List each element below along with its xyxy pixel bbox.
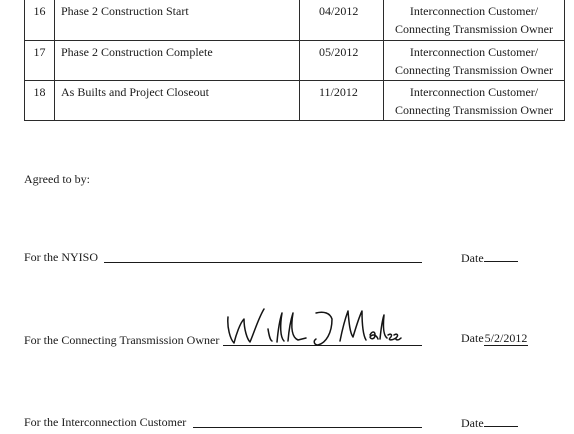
customer-signature-line[interactable] — [193, 427, 422, 428]
milestone-name: Phase 2 Construction Start — [55, 0, 300, 40]
responsible-line-2: Connecting Transmission Owner — [394, 102, 553, 117]
customer-signature-label: For the Interconnection Customer — [24, 415, 187, 429]
handwritten-signature — [222, 305, 402, 351]
responsible-line-2: Connecting Transmission Owner — [394, 22, 553, 36]
nyiso-date-field[interactable] — [461, 249, 518, 266]
agreed-heading: Agreed to by: — [24, 172, 90, 186]
milestone-date: 11/2012 — [300, 80, 384, 120]
milestone-name: As Builts and Project Closeout — [55, 80, 300, 120]
responsible-line-1: Interconnection Customer/ — [409, 4, 539, 18]
responsible-line-2: Connecting Transmission Owner — [394, 62, 553, 77]
nyiso-signature-label: For the NYISO — [24, 250, 98, 264]
nyiso-date-blank[interactable] — [484, 249, 518, 262]
table-row — [25, 0, 565, 40]
customer-date-blank[interactable] — [484, 414, 518, 427]
customer-date-label: Date — [461, 416, 484, 430]
cto-date-value: 5/2/2012 — [484, 331, 528, 345]
nyiso-signature-line[interactable] — [104, 262, 422, 263]
row-number: 18 — [25, 80, 55, 120]
cto-signature-label: For the Connecting Transmission Owner — [24, 333, 220, 347]
milestone-date: 04/2012 — [300, 0, 384, 40]
responsible-line-1: Interconnection Customer/ — [409, 44, 539, 59]
customer-date-field[interactable] — [461, 414, 518, 431]
milestone-name: Phase 2 Construction Complete — [55, 40, 300, 80]
row-number: 17 — [25, 40, 55, 80]
table-row — [25, 40, 565, 80]
responsible-party — [384, 0, 565, 40]
nyiso-date-label: Date — [461, 251, 484, 265]
milestone-date: 05/2012 — [300, 40, 384, 80]
table-row — [25, 80, 565, 120]
milestone-table — [24, 0, 565, 121]
responsible-party — [384, 40, 565, 80]
responsible-line-1: Interconnection Customer/ — [409, 84, 539, 99]
responsible-party — [384, 80, 565, 120]
row-number: 16 — [25, 0, 55, 40]
cto-date-label: Date — [461, 331, 484, 345]
cto-date-field[interactable] — [461, 331, 528, 346]
